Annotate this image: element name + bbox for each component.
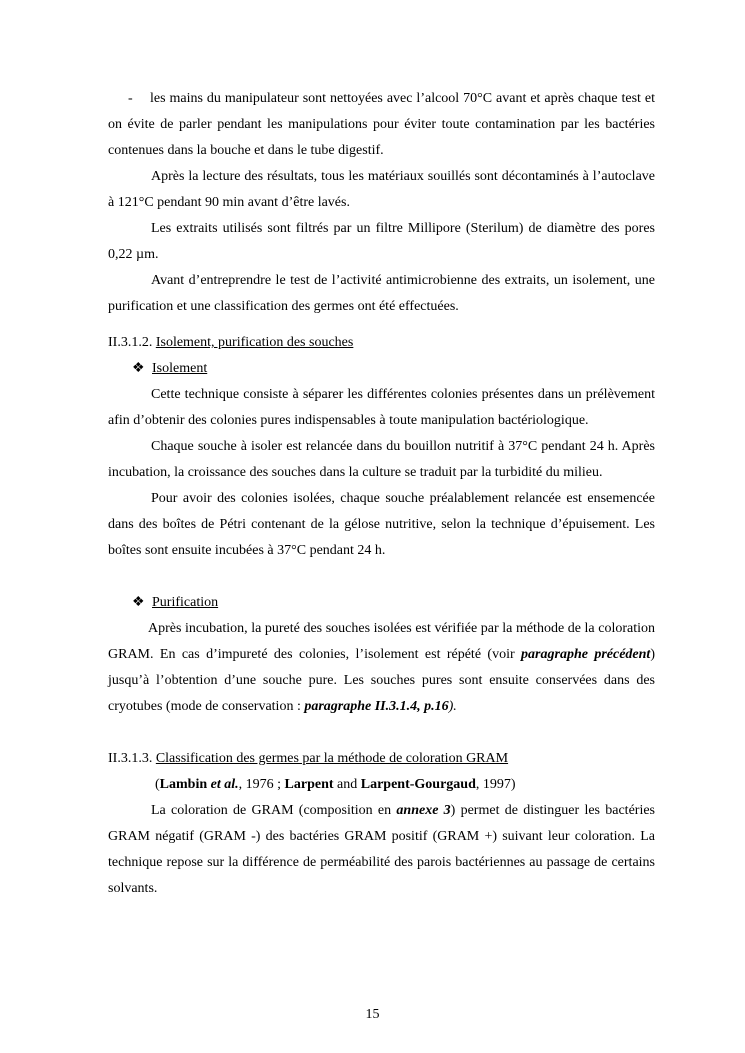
text-run: , 1976 ;: [238, 777, 285, 792]
text-run: , 1997): [475, 777, 516, 792]
page-content: [108, 86, 655, 902]
paragraph: Avant d’entreprendre le test de l’activité antimicrobienne des extraits, un isolement, une purification et une classification des germes ont été effectuées.: [108, 273, 655, 314]
diamond-bullet-icon: ❖: [132, 595, 145, 610]
page-number: 15: [365, 1007, 380, 1022]
citation-line: [108, 772, 655, 798]
paragraph: Cette technique consiste à séparer les différentes colonies présentes dans un prélèvement afin d’obtenir des colonies pures indispensables à toute manipulation bactériologique.: [108, 387, 655, 428]
subheading-purification: [108, 590, 655, 616]
section-title: Isolement, purification des souches: [155, 335, 354, 350]
text-run: (: [155, 777, 160, 792]
paragraph: Pour avoir des colonies isolées, chaque souche préalablement relancée est ensemencée dans des boîtes de Pétri contenant de la gélose nutritive, selon la technique d’épuisement. Les boîtes sont ensuite incubées à 37°C pendant 24 h.: [108, 491, 655, 558]
paragraph-text: les mains du manipulateur sont nettoyées avec l’alcool 70°C avant et après chaque test et on évite de parler pendant les manipulations pour éviter toute contamination par les bactéries contenues dans la bouche et dans le tube digestif.: [108, 91, 655, 158]
paragraph: Chaque souche à isoler est relancée dans du bouillon nutritif à 37°C pendant 24 h. Après incubation, la croissance des souches dans la culture se traduit par la turbidité du milieu.: [108, 439, 655, 480]
emphasis-text: annexe 3: [396, 803, 451, 818]
dash-list-item: [108, 86, 655, 164]
text-run: ) jusqu’à l’obtention d’une souche pure. Les souches pures sont ensuite conservées dans des cryotubes (mode de conservation :: [108, 647, 655, 714]
author-name: Larpent: [284, 777, 334, 792]
diamond-bullet-icon: ❖: [132, 361, 145, 376]
subheading-title: Purification: [152, 595, 219, 610]
paragraph: [108, 798, 655, 902]
paragraph: Les extraits utilisés sont filtrés par un filtre Millipore (Sterilum) de diamètre des pores 0,22 µm.: [108, 221, 655, 262]
text-run: ) permet de distinguer les bactéries GRAM négatif (GRAM -) des bactéries GRAM positif (GRAM +) suivant leur coloration. La technique repose sur la différence de perméabilité des parois bactériennes au passage de certains solvants.: [108, 803, 656, 896]
text-run: Après incubation, la pureté des souches isolées est vérifiée par la méthode de la coloration GRAM. En cas d’impureté des colonies, l’isolement est répété (voir: [108, 621, 655, 662]
text-run: La coloration de GRAM (composition en: [151, 803, 397, 818]
emphasis-text: paragraphe précédent: [521, 647, 651, 662]
paragraph: [108, 616, 655, 720]
emphasis-text: paragraphe II.3.1.4, p.16: [304, 699, 449, 714]
text-run: ).: [448, 699, 457, 714]
author-etal: et al.: [210, 777, 239, 792]
paragraph: Après la lecture des résultats, tous les matériaux souillés sont décontaminés à l’autoclave à 121°C pendant 90 min avant d’être lavés.: [108, 169, 655, 210]
author-name: Lambin: [159, 777, 208, 792]
author-name: Larpent-Gourgaud: [360, 777, 476, 792]
spacer: [108, 720, 655, 746]
section-heading: [108, 330, 655, 356]
subheading-title: Isolement: [152, 361, 208, 376]
section-title: Classification des germes par la méthode de coloration GRAM: [155, 751, 509, 766]
spacer: [108, 564, 655, 590]
subheading-isolement: [108, 356, 655, 382]
text-run: and: [333, 777, 361, 792]
section-number: II.3.1.2.: [108, 335, 156, 350]
section-number: II.3.1.3.: [108, 751, 156, 766]
dash-marker: -: [128, 91, 133, 106]
section-heading: [108, 746, 655, 772]
